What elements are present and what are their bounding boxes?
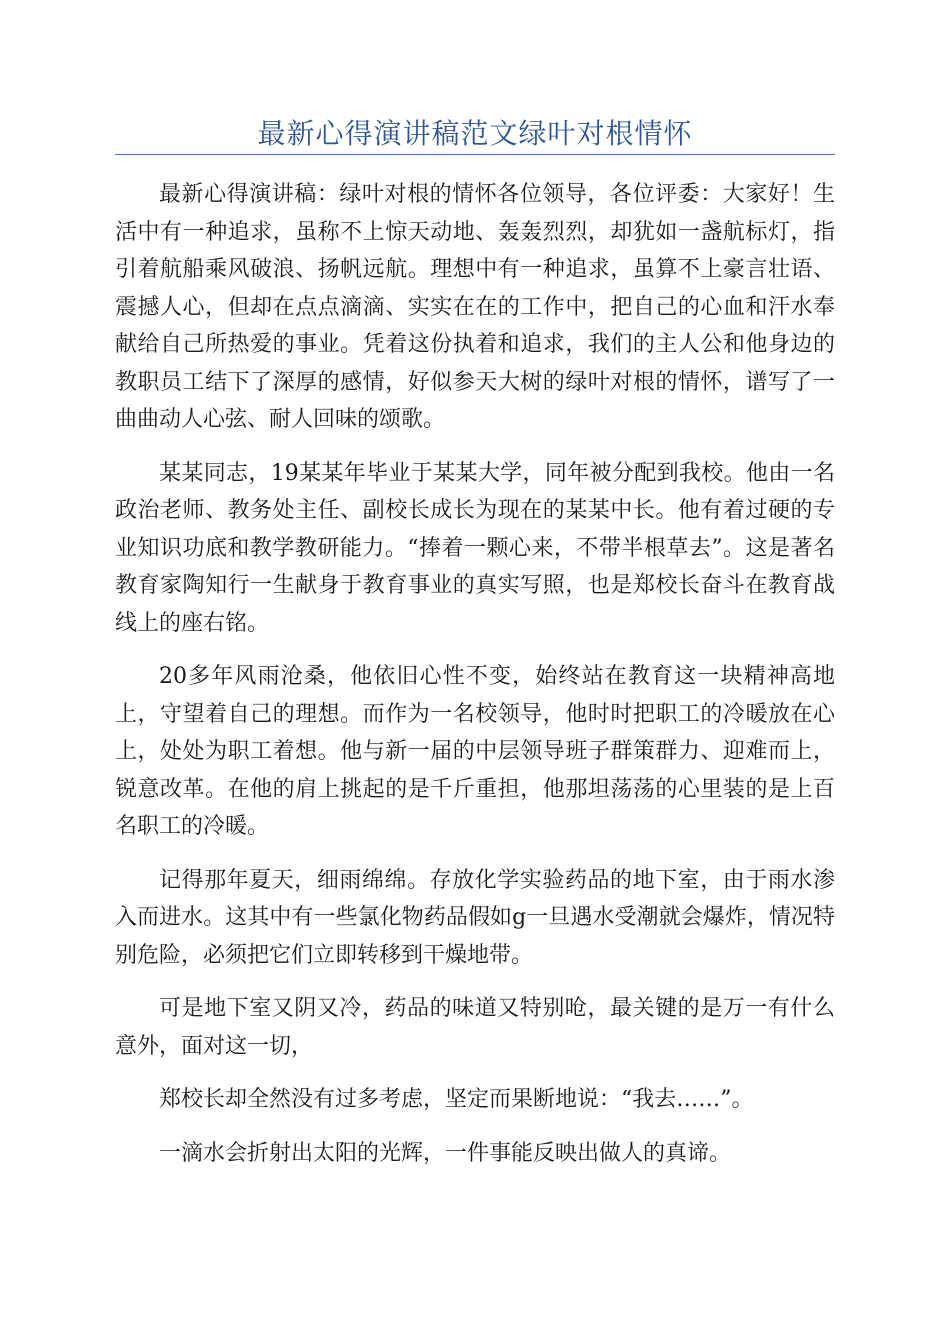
document-body: [115, 176, 835, 1188]
paragraph-5: 可是地下室又阴又冷，药品的味道又特别呛，最关键的是万一有什么意外，面对这一切，: [115, 996, 835, 1059]
title-underline: [115, 154, 835, 155]
paragraph-7: 一滴水会折射出太阳的光辉，一件事能反映出做人的真谛。: [159, 1140, 732, 1166]
paragraph-1: 最新心得演讲稿：绿叶对根的情怀各位领导，各位评委：大家好！生活中有一种追求，虽称不上惊天动地、轰轰烈烈，却犹如一盏航标灯，指引着航船乘风破浪、扬帆远航。理想中有一种追求，虽算不上豪言壮语、震撼人心，但却在点点滴滴、实实在在的工作中，把自己的心血和汗水奉献给自己所热爱的事业。凭着这份执着和追求，我们的主人公和他身边的教职员工结下了深厚的感情，好似参天大树的绿叶对根的情怀，谱写了一曲曲动人心弦、耐人回味的颂歌。: [115, 182, 835, 432]
paragraph-3: 20多年风雨沧桑，他依旧心性不变，始终站在教育这一块精神高地上，守望着自己的理想。而作为一名校领导，他时时把职工的冷暖放在心上，处处为职工着想。他与新一届的中层领导班子群策群力、迎难而上，锐意改革。在他的肩上挑起的是千斤重担，他那坦荡荡的心里装的是上百名职工的冷暖。: [115, 664, 835, 839]
paragraph-4: 记得那年夏天，细雨绵绵。存放化学实验药品的地下室，由于雨水渗入而进水。这其中有一些氯化物药品假如g一旦遇水受潮就会爆炸，情况特别危险，必须把它们立即转移到干燥地带。: [115, 867, 835, 968]
paragraph-6: 郑校长却全然没有过多考虑，坚定而果断地说：“我去……”。: [159, 1087, 754, 1112]
paragraph-2: 某某同志，19某某年毕业于某某大学，同年被分配到我校。他由一名政治老师、教务处主任、副校长成长为现在的某某中长。他有着过硬的专业知识功底和教学教研能力。“捧着一颗心来，不带半根草去”。这是著名教育家陶知行一生献身于教育事业的真实写照，也是郑校长奋斗在教育战线上的座右铭。: [115, 460, 835, 636]
document-title: 最新心得演讲稿范文绿叶对根情怀: [257, 117, 693, 150]
